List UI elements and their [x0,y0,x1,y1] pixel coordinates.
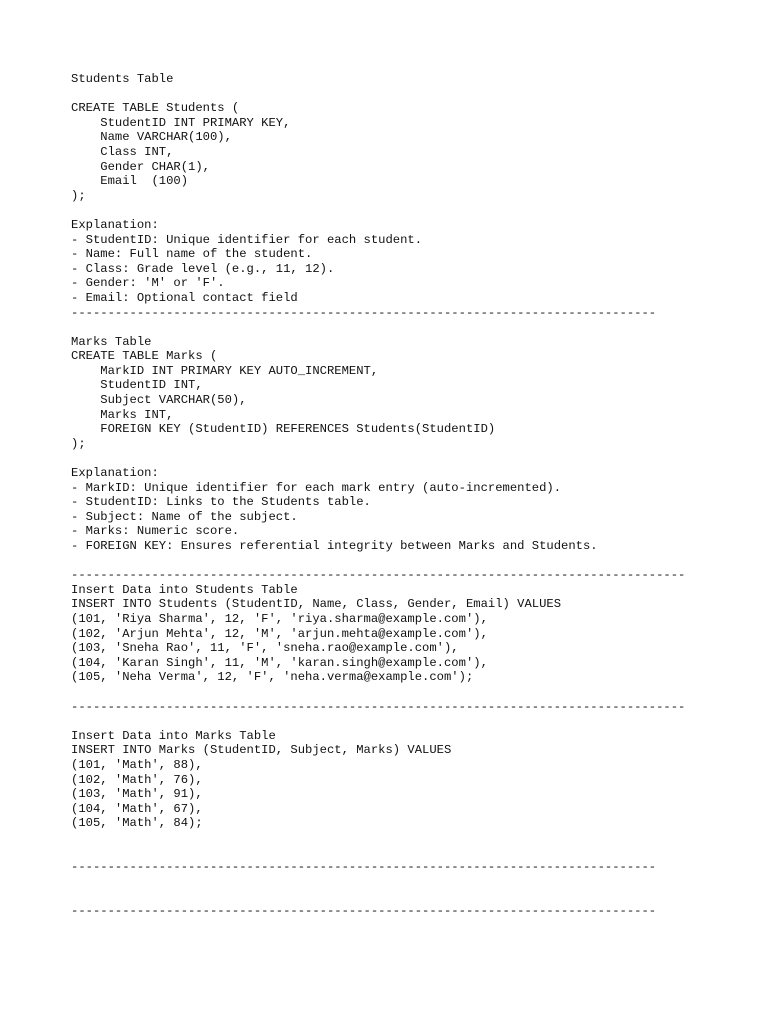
marks-create-statement [71,349,751,451]
code-line: ); [71,188,86,203]
code-line: (105, 'Neha Verma', 12, 'F', 'neha.verma@example.com'); [71,670,474,685]
marks-explanation [71,466,751,554]
explanation-title: Explanation: [71,217,159,232]
insert-marks-block [71,729,751,831]
code-line: (104, 'Math', 67), [71,801,203,816]
code-line: Name VARCHAR(100), [71,130,232,145]
explanation-line: - MarkID: Unique identifier for each mark entry (auto-incremented). [71,480,562,495]
explanation-line: - Class: Grade level (e.g., 11, 12). [71,261,335,276]
explanation-line: - Marks: Numeric score. [71,524,240,539]
code-line: FOREIGN KEY (StudentID) REFERENCES Students(StudentID) [71,422,496,437]
code-line: StudentID INT, [71,378,203,393]
explanation-line: - StudentID: Links to the Students table. [71,495,371,510]
code-line: (103, 'Math', 91), [71,787,203,802]
code-line: (101, 'Math', 88), [71,757,203,772]
code-line: Marks INT, [71,407,174,422]
code-line: MarkID INT PRIMARY KEY AUTO_INCREMENT, [71,363,379,378]
code-line: (102, 'Math', 76), [71,772,203,787]
code-line: INSERT INTO Students (StudentID, Name, Class, Gender, Email) VALUES [71,597,562,612]
separator-line: ------------------------------------------------------------------------------------ [71,699,686,714]
separator-line: -------------------------------------------------------------------------------- [71,305,657,320]
explanation-line: - StudentID: Unique identifier for each student. [71,232,423,247]
students-explanation [71,218,751,306]
code-line: (104, 'Karan Singh', 11, 'M', 'karan.singh@example.com'), [71,655,488,670]
students-create-statement [71,101,751,203]
code-line: (103, 'Sneha Rao', 11, 'F', 'sneha.rao@example.com'), [71,641,459,656]
code-line: (105, 'Math', 84); [71,816,203,831]
marks-table-title: Marks Table [71,334,152,349]
insert-students-block [71,583,751,685]
separator-line: -------------------------------------------------------------------------------- [71,860,657,875]
explanation-line: - Name: Full name of the student. [71,247,313,262]
explanation-line: - Gender: 'M' or 'F'. [71,276,225,291]
students-table-title: Students Table [71,72,174,86]
explanation-title: Explanation: [71,466,159,481]
code-line: ); [71,436,86,451]
separator-line: -------------------------------------------------------------------------------- [71,903,657,918]
insert-students-title: Insert Data into Students Table [71,582,298,597]
insert-marks-title: Insert Data into Marks Table [71,728,276,743]
code-line: StudentID INT PRIMARY KEY, [71,115,291,130]
code-line: (101, 'Riya Sharma', 12, 'F', 'riya.sharma@example.com'), [71,611,488,626]
code-line: Subject VARCHAR(50), [71,393,247,408]
code-line: Email (100) [71,174,189,189]
separator-line: ------------------------------------------------------------------------------------ [71,568,686,583]
code-line: INSERT INTO Marks (StudentID, Subject, Marks) VALUES [71,743,452,758]
explanation-line: - Subject: Name of the subject. [71,509,298,524]
document-page [71,72,751,918]
code-line: (102, 'Arjun Mehta', 12, 'M', 'arjun.mehta@example.com'), [71,626,488,641]
code-line: CREATE TABLE Marks ( [71,349,218,364]
explanation-line: - FOREIGN KEY: Ensures referential integrity between Marks and Students. [71,539,598,553]
explanation-line: - Email: Optional contact field [71,290,298,305]
code-line: Gender CHAR(1), [71,159,210,174]
code-line: Class INT, [71,144,174,159]
code-line: CREATE TABLE Students ( [71,101,240,116]
